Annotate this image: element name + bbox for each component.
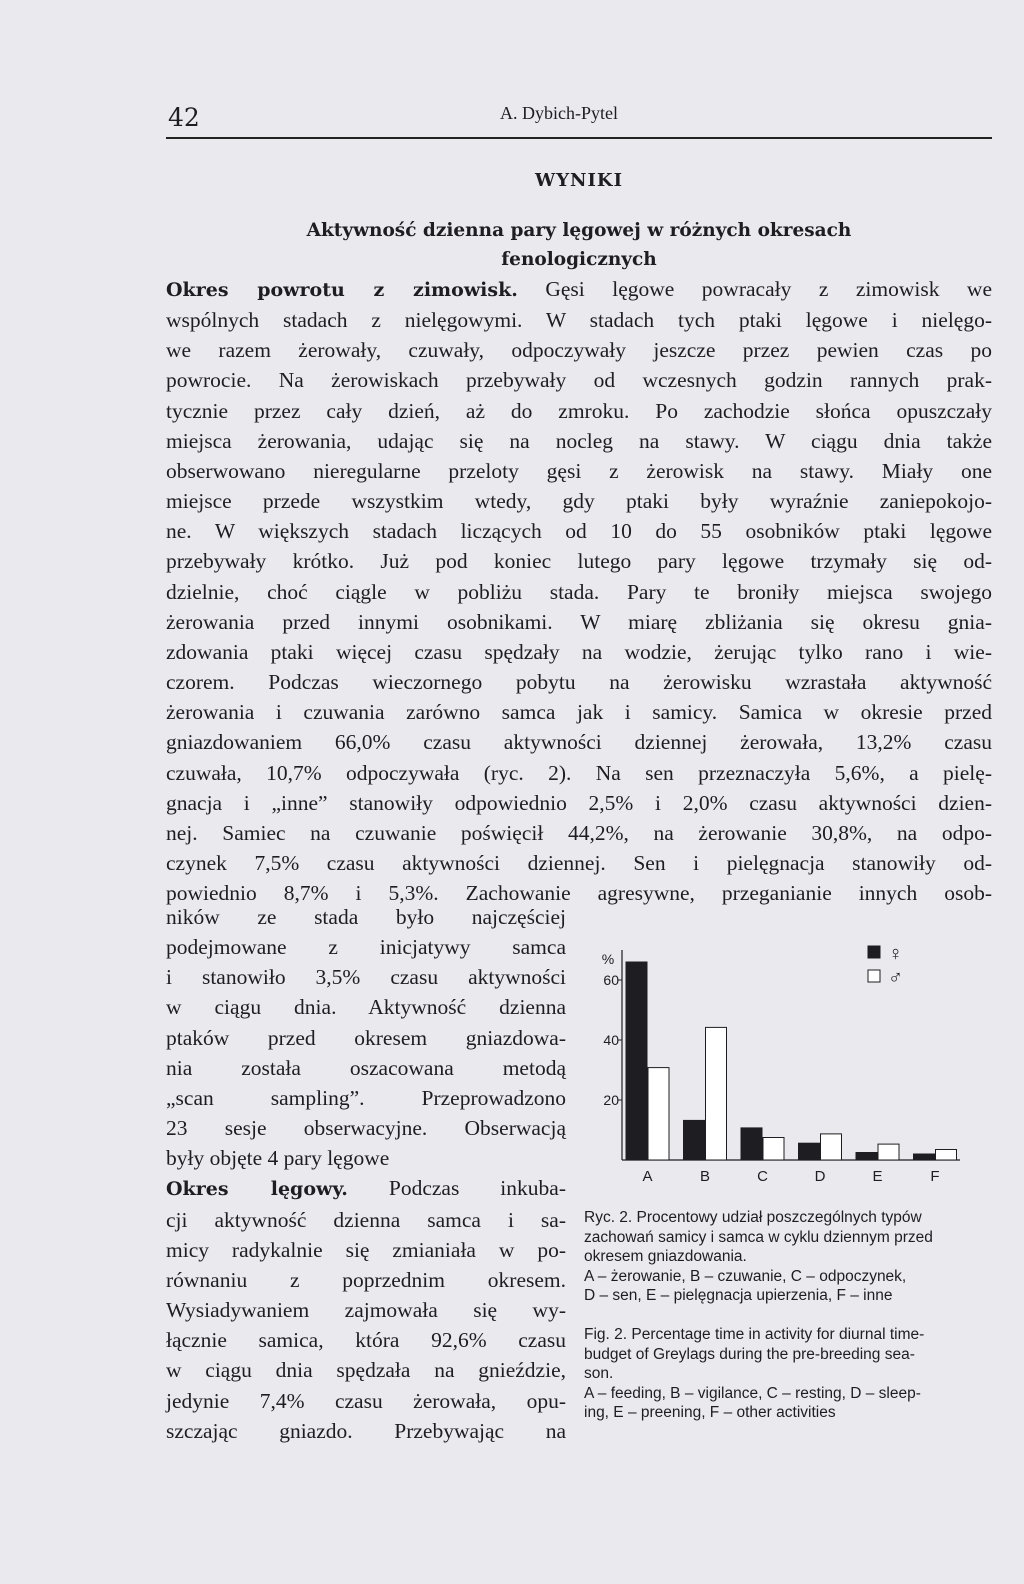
text-line: w ciągu dnia. Aktywność dzienna bbox=[166, 995, 566, 1020]
text-line: obserwowano nieregularne przeloty gęsi z żerowisk na stawy. Miały one bbox=[166, 458, 992, 483]
text-line: łącznie samica, która 92,6% czasu bbox=[166, 1328, 566, 1353]
text-line: żerowania przed innymi osobnikami. W miarę zbliżania się okresu gnia- bbox=[166, 609, 992, 634]
text-line: okresem gniazdowania. bbox=[584, 1248, 747, 1265]
bar-a-series-0 bbox=[626, 962, 647, 1160]
text-line: budget of Greylags during the pre-breeding sea- bbox=[584, 1345, 915, 1363]
legend-swatch bbox=[868, 970, 880, 982]
subsection-title bbox=[166, 216, 992, 274]
text-line: ing, E – preening, F – other activities bbox=[584, 1404, 836, 1421]
text-line: w ciągu dnia spędzała na gnieździe, bbox=[166, 1358, 566, 1383]
x-tick-label: C bbox=[757, 1168, 768, 1185]
legend-label: ♂ bbox=[888, 967, 903, 989]
text-line: przebywały krótko. Już pod koniec lutego pary lęgowe trzymały się od- bbox=[166, 549, 992, 574]
text-line: zachowań samicy i samca w cyklu dziennym przed bbox=[584, 1228, 933, 1246]
text-line: czynek 7,5% czasu aktywności dziennej. Sen i pielęgnacja stanowiły od- bbox=[166, 850, 992, 875]
running-header-author: A. Dybich-Pytel bbox=[500, 103, 618, 123]
text-line: 23 sesje obserwacyjne. Obserwacją bbox=[166, 1116, 566, 1141]
bar-f-series-0 bbox=[914, 1154, 935, 1160]
text-line: podejmowane z inicjatywy samca bbox=[166, 935, 566, 960]
text-line: czorem. Podczas wieczornego pobytu na żerowisku wzrastała aktywność bbox=[166, 670, 992, 695]
activity-bar-chart bbox=[580, 940, 980, 1190]
text-line: szczając gniazdo. Przebywając na bbox=[166, 1418, 566, 1443]
figure-caption-english bbox=[584, 1325, 994, 1423]
body-paragraph-1 bbox=[166, 274, 992, 908]
bar-c-series-0 bbox=[741, 1128, 762, 1160]
figure-caption-polish bbox=[584, 1208, 994, 1306]
bar-e-series-1 bbox=[878, 1144, 899, 1160]
subsection-title-line: Aktywność dzienna pary lęgowej w różnych okresach bbox=[306, 220, 852, 241]
text-line: Ryc. 2. Procentowy udział poszczególnych typów bbox=[584, 1209, 922, 1226]
x-tick-label: D bbox=[814, 1168, 826, 1185]
text-line: D – sen, E – pielęgnacja upierzenia, F – inne bbox=[584, 1287, 893, 1304]
y-tick-label: 60 bbox=[603, 972, 619, 988]
paragraph-run-in-heading: Okres lęgowy. bbox=[166, 1178, 348, 1201]
bar-f-series-1 bbox=[936, 1150, 957, 1161]
text-line: micy radykalnie się zmianiała w po- bbox=[166, 1237, 566, 1262]
text-line: Wysiadywaniem zajmowała się wy- bbox=[166, 1298, 566, 1323]
text-line: Okres lęgowy. Podczas inkuba- bbox=[166, 1176, 566, 1201]
legend-swatch bbox=[868, 946, 880, 958]
text-line: ników ze stada było najczęściej bbox=[166, 905, 566, 929]
text-line: żerowania i czuwania zarówno samca jak i samicy. Samica w okresie przed bbox=[166, 700, 992, 725]
bar-c-series-1 bbox=[763, 1138, 784, 1161]
text-line: „scan sampling”. Przeprowadzono bbox=[166, 1085, 566, 1110]
y-tick-label: 40 bbox=[603, 1032, 619, 1048]
text-line: son. bbox=[584, 1365, 614, 1382]
y-tick-label: 20 bbox=[603, 1092, 619, 1108]
x-tick-label: B bbox=[699, 1168, 711, 1185]
subsection-title-line: fenologicznych bbox=[501, 249, 657, 270]
text-line: gniazdowaniem 66,0% czasu aktywności dziennej żerowała, 13,2% czasu bbox=[166, 730, 992, 755]
x-tick-label: E bbox=[872, 1168, 883, 1185]
text-line: ptaków przed okresem gniazdowa- bbox=[166, 1025, 566, 1050]
text-line: zdowania ptaki więcej czasu spędzały na wodzie, żerując tylko rano i wie- bbox=[166, 639, 992, 664]
text-line: gnacja i „inne” stanowiły odpowiednio 2,5% i 2,0% czasu aktywności dzien- bbox=[166, 790, 992, 815]
body-paragraph-narrow bbox=[166, 902, 566, 1446]
text-line: powrocie. Na żerowiskach przebywały od wczesnych godzin rannych prak- bbox=[166, 368, 992, 393]
text-line: tycznie przez cały dzień, aż do zmroku. Po zachodzie słońca opuszczały bbox=[166, 398, 992, 423]
page-number: 42 bbox=[168, 103, 200, 132]
text-line: były objęte 4 pary lęgowe bbox=[166, 1146, 390, 1171]
text-line: ne. W większych stadach liczących od 10 do 55 osobników ptaki lęgowe bbox=[166, 519, 992, 544]
section-title: WYNIKI bbox=[534, 170, 623, 191]
bar-d-series-0 bbox=[799, 1143, 820, 1160]
y-axis-label: % bbox=[601, 951, 615, 967]
x-tick-label: F bbox=[930, 1168, 940, 1185]
bar-e-series-0 bbox=[856, 1153, 877, 1161]
text-line: i stanowiło 3,5% czasu aktywności bbox=[166, 965, 566, 990]
text-line: Okres powrotu z zimowisk. Gęsi lęgowe powracały z zimowisk we bbox=[166, 277, 992, 301]
bar-b-series-0 bbox=[684, 1120, 705, 1160]
bar-b-series-1 bbox=[706, 1027, 727, 1160]
bar-a-series-1 bbox=[648, 1068, 669, 1160]
text-line: czuwała, 10,7% odpoczywała (ryc. 2). Na sen przeznaczyła 5,6%, a pielę- bbox=[166, 760, 992, 785]
paragraph-run-in-heading: Okres powrotu z zimowisk. bbox=[166, 279, 518, 301]
bar-d-series-1 bbox=[821, 1134, 842, 1160]
text-line: miejsce przede wszystkim wtedy, gdy ptaki były wyraźnie zaniepokojo- bbox=[166, 489, 992, 514]
x-tick-label: A bbox=[642, 1168, 653, 1185]
header-rule bbox=[166, 137, 992, 139]
text-line: cji aktywność dzienna samca i sa- bbox=[166, 1207, 566, 1232]
text-line: jedynie 7,4% czasu żerowała, opu- bbox=[166, 1388, 566, 1413]
text-line: nia została oszacowana metodą bbox=[166, 1055, 566, 1080]
text-line: we razem żerowały, czuwały, odpoczywały jeszcze przez pewien czas po bbox=[166, 338, 992, 363]
text-line: Fig. 2. Percentage time in activity for diurnal time- bbox=[584, 1326, 925, 1343]
text-line: równaniu z poprzednim okresem. bbox=[166, 1267, 566, 1292]
text-line: powiednio 8,7% i 5,3%. Zachowanie agresywne, przeganianie innych osob- bbox=[166, 881, 992, 906]
text-line: nej. Samiec na czuwanie poświęcił 44,2%, na żerowanie 30,8%, na odpo- bbox=[166, 820, 992, 845]
text-line: A – feeding, B – vigilance, C – resting, D – sleep- bbox=[584, 1384, 921, 1402]
text-line: miejsca żerowania, udając się na nocleg na stawy. W ciągu dnia także bbox=[166, 428, 992, 453]
text-line: dzielnie, choć ciągle w pobliżu stada. Pary te broniły miejsca swojego bbox=[166, 579, 992, 604]
text-line: A – żerowanie, B – czuwanie, C – odpoczynek, bbox=[584, 1267, 907, 1285]
text-line: wspólnych stadach z nielęgowymi. W stadach tych ptaki lęgowe i nielęgo- bbox=[166, 308, 992, 333]
legend-label: ♀ bbox=[888, 943, 903, 965]
